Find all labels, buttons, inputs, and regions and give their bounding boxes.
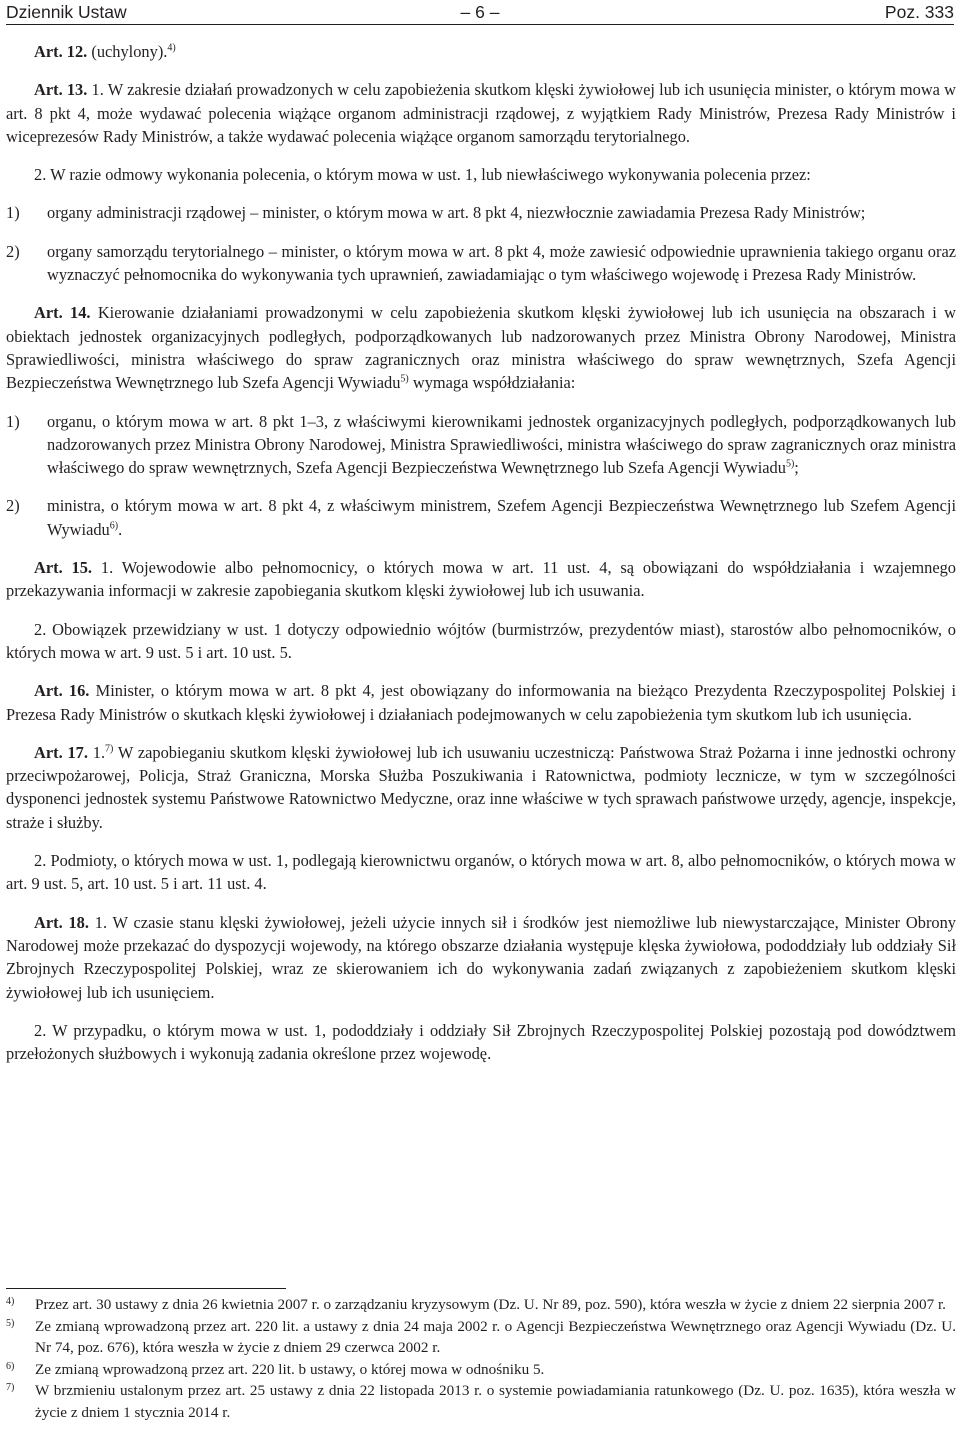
footnote-text: Ze zmianą wprowadzoną przez art. 220 lit. b ustawy, o której mowa w odnośniku 5.	[35, 1360, 545, 1378]
item-number: 1)	[6, 203, 20, 223]
article-14-tail: wymaga współdziałania:	[408, 373, 576, 393]
article-18-para-1-text: 1. W czasie stanu klęski żywiołowej, jeżeli użycie innych sił i środków jest niemożliwe lub niewystarczające, Minister Obrony Narodowej może przekazać do dyspozycji wojewody, na którego obszarze działania występuje klęska żywiołowa, pododdziały lub oddziały Sił Zbrojnych Rzeczypospolitej Polskiej, wraz ze skierowaniem ich do wykonywania zadań związanych z zapobieżeniem skutkom klęski żywiołowej lub ich usunięciem.	[6, 912, 956, 1002]
article-15-para-1	[6, 556, 956, 603]
article-14-item	[6, 410, 956, 480]
article-13-para-1-text: 1. W zakresie działań prowadzonych w celu zapobieżenia skutkom klęski żywiołowej lub ich usunięcia minister, o którym mowa w art. 8 pkt 4, może wydawać polecenia wiążące organom administracji rządowej, z wyjątkiem Rady Ministrów, Prezesa Rady Ministrów i wiceprezesów Rady Ministrów, a także wydawać polecenia wiążące organom samorządu terytorialnego.	[6, 80, 956, 146]
footnote-rule	[6, 1288, 286, 1289]
footnote-number: 4)	[6, 1296, 15, 1307]
item-tail: .	[118, 519, 123, 539]
article-16	[6, 679, 956, 726]
article-15-lead: Art. 15.	[34, 558, 93, 578]
article-16-lead: Art. 16.	[34, 681, 90, 701]
article-13-para-2: 2. W razie odmowy wykonania polecenia, o którym mowa w ust. 1, lub niewłaściwego wykonywania polecenia przez:	[34, 165, 811, 185]
article-17-para-1-text: W zapobieganiu skutkom klęski żywiołowej lub ich usuwaniu uczestniczą: Państwowa Straż Pożarna i inne jednostki ochrony przeciwpożarowej, Policja, Straż Graniczna, Morska Służba Poszukiwania i Ratownictwa, podmioty lecznicze, w tym w szczególności dysponenci jednostek systemu Państwowe Ratownictwo Medyczne, oraz inne właściwe w tych sprawach państwowe urzędy, agencje, inspekcje, straże i służby.	[6, 742, 956, 832]
item-text: organy samorządu terytorialnego – minister, o którym mowa w art. 8 pkt 4, może zawiesić odpowiednie uprawnienia takiego organu oraz wyznaczyć pełnomocnika do wykonywania tych uprawnień, zawiadamiając o tym właściwego wojewodę i Prezesa Rady Ministrów.	[47, 241, 956, 285]
page-number: – 6 –	[460, 2, 500, 22]
article-12	[6, 40, 956, 63]
article-17-lead: Art. 17.	[34, 742, 88, 762]
footnote-number: 7)	[6, 1382, 15, 1393]
article-18-para-2: 2. W przypadku, o którym mowa w ust. 1, pododdziały i oddziały Sił Zbrojnych Rzeczypospolitej Polskiej pozostają pod dowództwem przełożonych służbowych i wykonują zadania określone przez wojewodę.	[6, 1020, 956, 1064]
article-13-lead: Art. 13.	[34, 80, 88, 100]
article-13-item	[6, 240, 956, 287]
article-14-item	[6, 494, 956, 541]
document-body	[6, 40, 956, 1080]
article-14-lead: Art. 14.	[34, 303, 91, 323]
article-17-para-1	[6, 741, 956, 834]
footnote-text: W brzmieniu ustalonym przez art. 25 ustawy z dnia 22 listopada 2013 r. o systemie powiadamiania ratunkowego (Dz. U. poz. 1635), która weszła w życie z dniem 1 stycznia 2014 r.	[35, 1382, 956, 1421]
article-18-para-1	[6, 911, 956, 1004]
article-18-lead: Art. 18.	[34, 912, 89, 932]
article-12-lead: Art. 12.	[34, 42, 88, 61]
article-13-para-1	[6, 78, 956, 148]
footnote-text: Ze zmianą wprowadzoną przez art. 220 lit. a ustawy z dnia 24 maja 2002 r. o Agencji Bezpieczeństwa Wewnętrznego oraz Agencji Wywiadu (Dz. U. Nr 74, poz. 676), która weszła w życie z dniem 29 czerwca 2002 r.	[35, 1317, 956, 1356]
article-12-text: (uchylony).	[87, 42, 168, 61]
footnote-ref: 6)	[109, 520, 119, 532]
footnotes	[6, 1294, 956, 1423]
article-14	[6, 301, 956, 394]
footnote	[6, 1359, 956, 1381]
footnote	[6, 1380, 956, 1423]
article-17-para-2: 2. Podmioty, o których mowa w ust. 1, podlegają kierownictwu organów, o których mowa w art. 8, albo pełnomocników, o których mowa w art. 9 ust. 5, art. 10 ust. 5 i art. 11 ust. 4.	[6, 851, 956, 894]
item-text: organy administracji rządowej – minister, o którym mowa w art. 8 pkt 4, niezwłocznie zawiadamia Prezesa Rady Ministrów;	[47, 203, 866, 223]
footnote-text: Przez art. 30 ustawy z dnia 26 kwietnia 2007 r. o zarządzaniu kryzysowym (Dz. U. Nr 89, poz. 590), która weszła w życie z dniem 22 sierpnia 2007 r.	[35, 1296, 946, 1313]
article-17-para-number: 1.	[87, 742, 106, 762]
footnote-ref: 5)	[785, 458, 795, 470]
item-number: 2)	[6, 496, 20, 516]
footnote-number: 6)	[6, 1360, 15, 1372]
journal-title: Dziennik Ustaw	[6, 2, 127, 22]
item-text: ministra, o którym mowa w art. 8 pkt 4, z właściwym ministrem, Szefem Agencji Bezpieczeństwa Wewnętrznego lub Szefem Agencji Wywiadu	[47, 496, 956, 539]
footnote-ref: 7)	[105, 743, 114, 755]
footnote-ref: 5)	[400, 373, 409, 385]
footnote-number: 5)	[6, 1317, 15, 1329]
footnote-ref: 4)	[167, 42, 176, 54]
header-rule	[6, 24, 954, 25]
page-header	[6, 0, 954, 26]
article-14-text: Kierowanie działaniami prowadzonymi w celu zapobieżenia skutkom klęski żywiołowej lub ich usunięcia na obszarach i w obiektach jednostek organizacyjnych podległych, podporządkowanych lub nadzorowanych przez Ministra Obrony Narodowej, Ministra Sprawiedliwości, ministra właściwego do spraw zagranicznych oraz ministra właściwego do spraw wewnętrznych, Szefa Agencji Bezpieczeństwa Wewnętrznego lub Szefa Agencji Wywiadu	[6, 303, 956, 393]
position-number: Poz. 333	[884, 2, 954, 22]
item-number: 2)	[6, 241, 20, 261]
article-15-para-1-text: 1. Wojewodowie albo pełnomocnicy, o których mowa w art. 11 ust. 4, są obowiązani do współdziałania i wzajemnego przekazywania informacji w zakresie zapobiegania skutkom klęski żywiołowej lub ich usuwania.	[6, 558, 956, 601]
article-16-text: Minister, o którym mowa w art. 8 pkt 4, jest obowiązany do informowania na bieżąco Prezydenta Rzeczypospolitej Polskiej i Prezesa Rady Ministrów o skutkach klęski żywiołowej i działaniach podejmowanych w celu zapobieżenia tym skutkom lub ich usunięcia.	[6, 681, 956, 724]
item-tail: ;	[794, 458, 799, 478]
article-15-para-2: 2. Obowiązek przewidziany w ust. 1 dotyczy odpowiednio wójtów (burmistrzów, prezydentów miast), starostów albo pełnomocników, o których mowa w art. 9 ust. 5 i art. 10 ust. 5.	[6, 619, 956, 662]
item-number: 1)	[6, 411, 20, 431]
article-13-item	[6, 201, 956, 224]
footnote	[6, 1316, 956, 1359]
item-text: organu, o którym mowa w art. 8 pkt 1–3, z właściwymi kierownikami jednostek organizacyjnych podległych, podporządkowanych lub nadzorowanych przez Ministra Obrony Narodowej, Ministra Sprawiedliwości, ministra właściwego do spraw zagranicznych oraz ministra właściwego do spraw wewnętrznych, Szefa Agencji Bezpieczeństwa Wewnętrznego lub Szefa Agencji Wywiadu	[47, 411, 956, 478]
footnote	[6, 1294, 956, 1316]
